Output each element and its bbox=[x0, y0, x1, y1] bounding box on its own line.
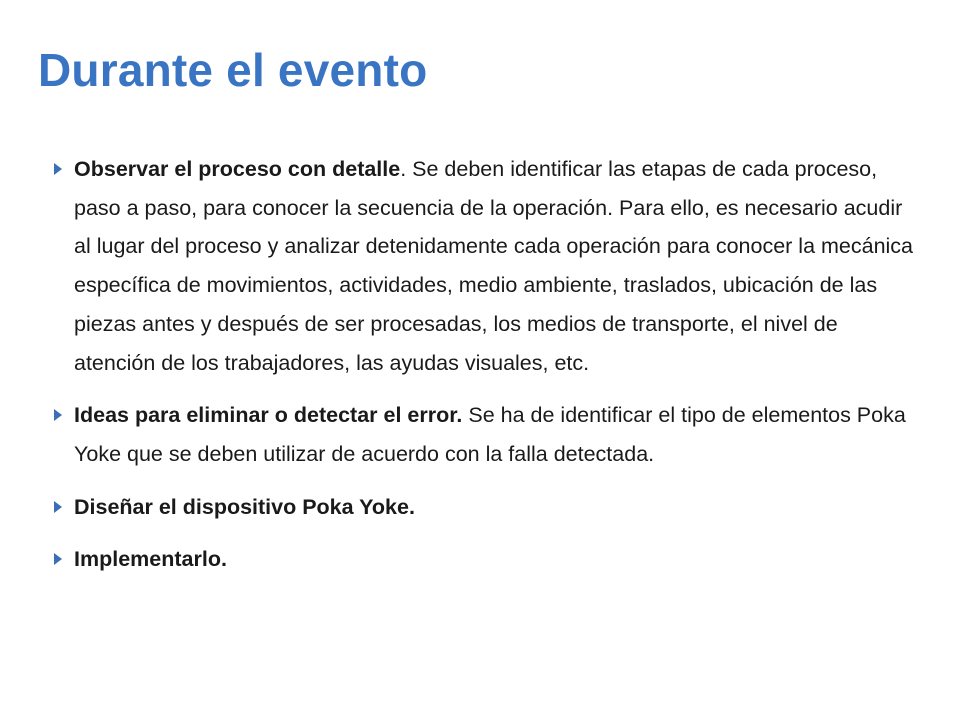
bullet-item-implementar bbox=[54, 540, 920, 579]
bullet-item-disenar bbox=[54, 488, 920, 527]
bullet-text: Se ha de identificar el tipo de elementos Poka Yoke que se deben utilizar de acuerdo con la falla detectada. bbox=[74, 403, 906, 466]
bullet-lead: Ideas para eliminar o detectar el error. bbox=[74, 403, 463, 428]
bullet-text: . Se deben identificar las etapas de cada proceso, paso a paso, para conocer la secuencia de la operación. Para ello, es necesario acudir al lugar del proceso y analizar detenidamente cada operación para conocer la mecánica específica de movimientos, actividades, medio ambiente, traslados, ubicación de las piezas antes y después de ser procesadas, los medios de transporte, el nivel de atención de los trabajadores, las ayudas visuales, etc. bbox=[74, 157, 914, 375]
triangle-right-icon bbox=[54, 553, 62, 565]
bullet-lead: Implementarlo. bbox=[74, 547, 227, 572]
slide-title: Durante el evento bbox=[38, 44, 428, 96]
triangle-right-icon bbox=[54, 409, 62, 421]
triangle-right-icon bbox=[54, 163, 62, 175]
bullet-item-observar bbox=[54, 150, 920, 382]
bullet-item-ideas bbox=[54, 396, 920, 473]
triangle-right-icon bbox=[54, 501, 62, 513]
bullet-list bbox=[54, 150, 920, 593]
bullet-lead: Diseñar el dispositivo Poka Yoke. bbox=[74, 494, 415, 519]
bullet-lead: Observar el proceso con detalle bbox=[74, 157, 401, 181]
